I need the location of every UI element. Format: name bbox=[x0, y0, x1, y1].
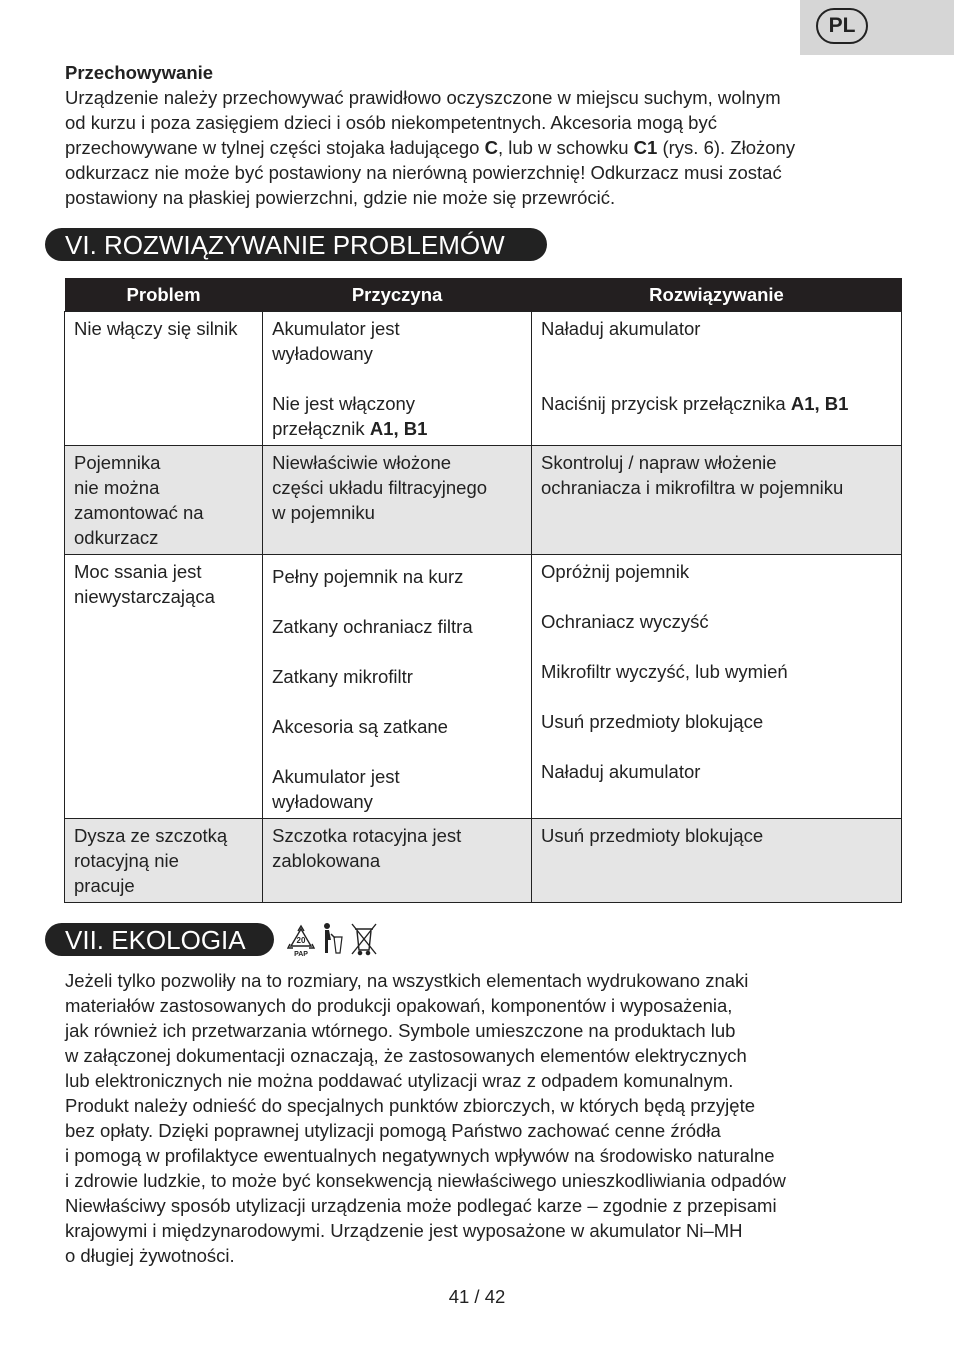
ecology-line: Jeżeli tylko pozwoliły na to rozmiary, na wszystkich elementach wydrukowano znaki bbox=[65, 970, 749, 991]
cause-cell bbox=[263, 555, 532, 819]
table-row bbox=[65, 555, 902, 819]
ecology-line: o długiej żywotności. bbox=[65, 1245, 235, 1266]
storage-heading: Przechowywanie bbox=[65, 62, 214, 83]
storage-line bbox=[65, 135, 895, 160]
cause-item: Zatkany mikrofiltr bbox=[272, 666, 413, 687]
ecology-line: lub elektronicznych nie można poddawać utylizacji wraz z odpadem komunalnym. bbox=[65, 1070, 734, 1091]
ecology-line: i pomogą w profilaktyce ewentualnych negatywnych wpływów na środowisko naturalne bbox=[65, 1145, 775, 1166]
cell-text: Dysza ze szczotką bbox=[74, 825, 228, 846]
cell-text: w pojemniku bbox=[272, 502, 375, 523]
cell-text: zamontować na bbox=[74, 502, 204, 523]
switch-label: A1, B1 bbox=[369, 418, 428, 439]
text-run: przechowywane w tylnej części stojaka ładującego bbox=[65, 137, 485, 158]
solution-item: Opróżnij pojemnik bbox=[541, 561, 690, 582]
text-run: przełącznik bbox=[272, 418, 370, 439]
ecology-icons bbox=[287, 920, 382, 958]
solution-cell bbox=[532, 555, 902, 819]
label-c: C bbox=[484, 137, 498, 158]
table-header-row bbox=[65, 278, 902, 312]
cell-text: Skontroluj / napraw włożenie bbox=[541, 452, 777, 473]
language-tab bbox=[800, 0, 954, 55]
cell-text: Akumulator jest bbox=[272, 766, 400, 787]
cell-text: zablokowana bbox=[272, 850, 381, 871]
problem-cell bbox=[65, 446, 263, 555]
spacer bbox=[541, 341, 892, 366]
ecology-line: i zdrowie ludzkie, to może być konsekwencją niewłaściwego unieszkodliwiania odpadów bbox=[65, 1170, 786, 1191]
spacer bbox=[272, 366, 522, 391]
label-c1: C1 bbox=[633, 137, 658, 158]
ecology-line: jak również ich przetwarzania wtórnego. Symbole umieszczone na produktach lub bbox=[65, 1020, 736, 1041]
header-problem: Problem bbox=[65, 278, 263, 312]
troubleshooting-table bbox=[64, 278, 902, 903]
table-row bbox=[65, 312, 902, 446]
text-run: , lub w schowku bbox=[497, 137, 634, 158]
text-run: (rys. 6). Złożony bbox=[657, 137, 796, 158]
recycling-code: 20 bbox=[296, 936, 306, 945]
ecology-line: Produkt należy odnieść do specjalnych punktów zbiorczych, w których będą przyjęte bbox=[65, 1095, 755, 1116]
header-cause: Przyczyna bbox=[263, 278, 532, 312]
troubleshooting-title: VI. ROZWIĄZYWANIE PROBLEMÓW bbox=[45, 228, 547, 261]
cell-text: wyładowany bbox=[272, 791, 373, 812]
cell-text: ochraniacza i mikrofiltra w pojemniku bbox=[541, 477, 844, 498]
cell-text: rotacyjną nie bbox=[74, 850, 179, 871]
ecology-line: bez opłaty. Dzięki poprawnej utylizacji pomogą Państwo zachować cenne źródła bbox=[65, 1120, 721, 1141]
cell-text: nie można bbox=[74, 477, 160, 498]
problem-cell bbox=[65, 819, 263, 903]
cause-item: Zatkany ochraniacz filtra bbox=[272, 616, 473, 637]
cause-list bbox=[272, 564, 522, 814]
ecology-line: materiałów zastosowanych do produkcji opakowań, komponentów i wyposażenia, bbox=[65, 995, 733, 1016]
table-row bbox=[65, 819, 902, 903]
cell-text: Nie jest włączony bbox=[272, 393, 416, 414]
solution-item: Usuń przedmioty blokujące bbox=[541, 711, 764, 732]
problem-cell bbox=[65, 555, 263, 819]
ecology-line: krajowymi i międzynarodowymi. Urządzenie jest wyposażone w akumulator Ni–MH bbox=[65, 1220, 743, 1241]
cell-text: pracuje bbox=[74, 875, 135, 896]
spacer bbox=[541, 366, 892, 391]
solution-cell bbox=[532, 312, 902, 446]
solution-cell bbox=[532, 819, 902, 903]
cause-cell bbox=[263, 819, 532, 903]
cell-text: odkurzacz bbox=[74, 527, 159, 548]
recycling-label: PAP bbox=[294, 951, 308, 958]
cell-text: Akumulator jest bbox=[272, 318, 400, 339]
cell-text bbox=[272, 416, 522, 441]
storage-line: odkurzacz nie może być postawiony na nierówną powierzchnię! Odkurzacz musi zostać bbox=[65, 162, 782, 183]
solution-cell bbox=[532, 446, 902, 555]
cell-text: Szczotka rotacyjna jest bbox=[272, 825, 462, 846]
cell-text: wyładowany bbox=[272, 343, 373, 364]
page-number: 41 / 42 bbox=[448, 1286, 506, 1307]
solution-item: Naładuj akumulator bbox=[541, 761, 701, 782]
cell-text: Moc ssania jest bbox=[74, 561, 202, 582]
weee-bin-icon bbox=[352, 924, 376, 955]
switch-label: A1, B1 bbox=[790, 393, 849, 414]
tidyman-icon bbox=[324, 923, 342, 953]
storage-line: Urządzenie należy przechowywać prawidłowo oczyszczone w miejscu suchym, wolnym bbox=[65, 87, 781, 108]
solution-item: Ochraniacz wyczyść bbox=[541, 611, 709, 632]
cell-text: części układu filtracyjnego bbox=[272, 477, 488, 498]
header-solution: Rozwiązywanie bbox=[532, 278, 902, 312]
cell-text: Nie włączy się silnik bbox=[74, 318, 238, 339]
ecology-line: Niewłaściwy sposób utylizacji urządzenia może podlegać karze – zgodnie z przepisami bbox=[65, 1195, 777, 1216]
storage-line: postawiony na płaskiej powierzchni, gdzie nie może się przewrócić. bbox=[65, 187, 616, 208]
cell-text: Niewłaściwie włożone bbox=[272, 452, 452, 473]
cause-cell bbox=[263, 312, 532, 446]
ecology-title: VII. EKOLOGIA bbox=[45, 923, 274, 956]
cell-text: Pojemnika bbox=[74, 452, 161, 473]
solution-item: Mikrofiltr wyczyść, lub wymień bbox=[541, 661, 788, 682]
storage-section bbox=[65, 60, 895, 210]
table-row bbox=[65, 446, 902, 555]
text-run: Naciśnij przycisk przełącznika bbox=[541, 393, 791, 414]
cause-item: Akcesoria są zatkane bbox=[272, 716, 448, 737]
ecology-text bbox=[65, 968, 895, 1268]
storage-line: od kurzu i poza zasięgiem dzieci i osób niekompetentnych. Akcesoria mogą być bbox=[65, 112, 717, 133]
cell-text bbox=[541, 391, 892, 416]
language-badge: PL bbox=[816, 8, 868, 44]
cause-cell bbox=[263, 446, 532, 555]
cell-text: Naładuj akumulator bbox=[541, 318, 701, 339]
problem-cell bbox=[65, 312, 263, 446]
cell-text: Usuń przedmioty blokujące bbox=[541, 825, 764, 846]
cause-item: Pełny pojemnik na kurz bbox=[272, 566, 464, 587]
ecology-line: w załączonej dokumentacji oznaczają, że zastosowanych elementów elektrycznych bbox=[65, 1045, 747, 1066]
cell-text: niewystarczająca bbox=[74, 586, 215, 607]
